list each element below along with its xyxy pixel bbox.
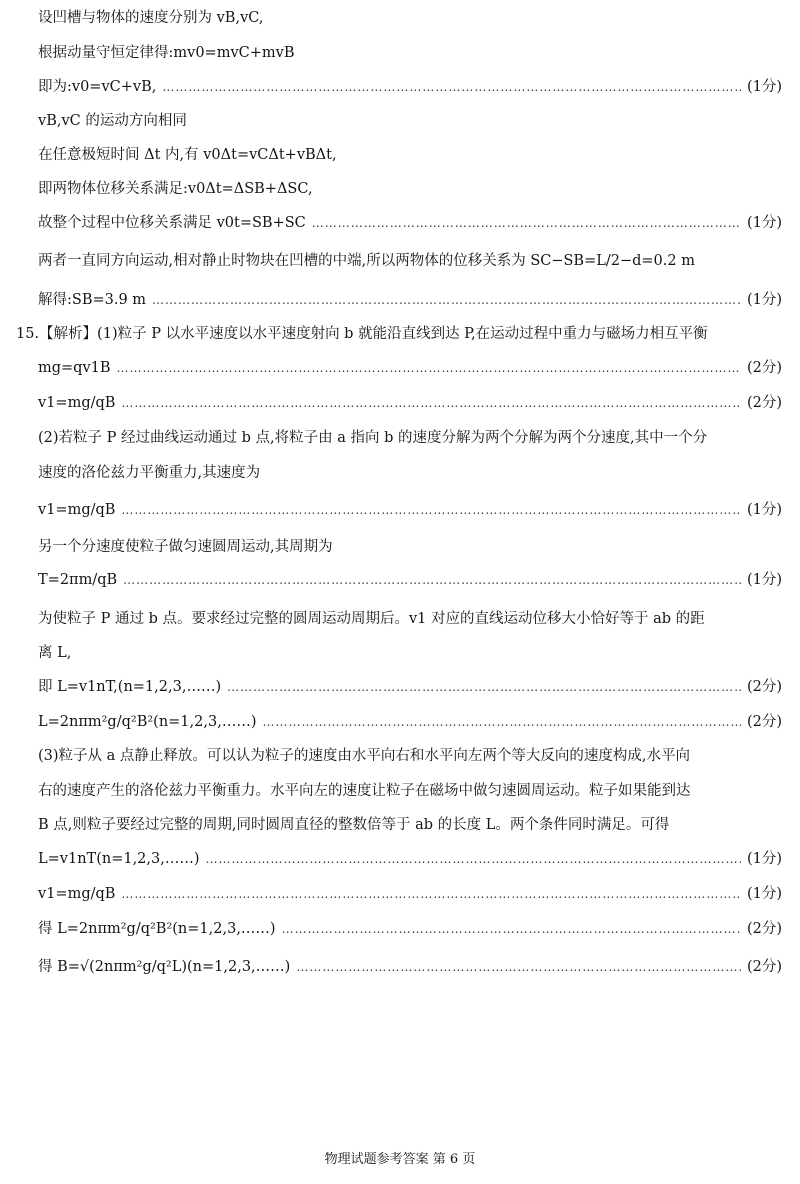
answer-line <box>38 500 782 520</box>
line-text: 另一个分速度使粒子做匀速圆周运动,其周期为 <box>38 539 333 555</box>
dot-leader <box>121 500 741 520</box>
page-footer: 物理试题参考答案 第 6 页 <box>324 1152 476 1167</box>
score-label: (2分) <box>746 921 782 937</box>
answer-line <box>38 290 782 310</box>
answer-line <box>38 463 782 483</box>
line-text: T=2πm/qB <box>38 572 118 588</box>
line-text: 得 L=2nπm²g/q²B²(n=1,2,3,……) <box>38 921 276 937</box>
line-text: 两者一直同方向运动,相对静止时物块在凹槽的中端,所以两物体的位移关系为 SC−SB=L/2−d=0.2 m <box>38 253 695 269</box>
line-text: 得 B=√(2nπm²g/q²L)(n=1,2,3,……) <box>38 959 291 975</box>
score-label: (2分) <box>746 714 782 730</box>
line-text: L=v1nT(n=1,2,3,……) <box>38 851 200 867</box>
answer-line <box>38 537 782 557</box>
answer-line <box>38 781 782 801</box>
answer-line <box>38 145 782 165</box>
score-label: (1分) <box>746 292 782 308</box>
score-label: (1分) <box>746 502 782 518</box>
answer-line <box>38 919 782 939</box>
line-text: 设凹槽与物体的速度分别为 vB,vC, <box>38 10 264 26</box>
answer-line <box>38 179 782 199</box>
dot-leader <box>117 358 741 378</box>
answer-line <box>38 677 782 697</box>
line-text: v1=mg/qB <box>38 395 116 411</box>
answer-line <box>38 570 782 590</box>
line-text: (3)粒子从 a 点静止释放。可以认为粒子的速度由水平向右和水平向左两个等大反向的速度构成,水平向 <box>38 748 691 764</box>
dot-leader <box>262 712 740 732</box>
dot-leader <box>123 570 741 590</box>
score-label: (1分) <box>746 79 782 95</box>
dot-leader <box>312 213 741 233</box>
dot-leader <box>152 290 741 310</box>
answer-line <box>16 324 782 344</box>
line-text: 为使粒子 P 通过 b 点。要求经过完整的圆周运动周期后。v1 对应的直线运动位移大小恰好等于 ab 的距 <box>38 611 705 627</box>
dot-leader <box>162 77 741 97</box>
answer-line <box>38 815 782 835</box>
answer-line <box>38 849 782 869</box>
answer-line <box>38 77 782 97</box>
dot-leader <box>206 849 741 869</box>
score-label: (1分) <box>746 851 782 867</box>
score-label: (1分) <box>746 572 782 588</box>
line-text: 根据动量守恒定律得:mv0=mvC+mvB <box>38 45 295 61</box>
answer-line <box>38 213 782 233</box>
answer-line <box>38 957 782 977</box>
answer-line <box>38 712 782 732</box>
dot-leader <box>121 884 741 904</box>
dot-leader <box>296 957 741 977</box>
line-text: v1=mg/qB <box>38 886 116 902</box>
line-text: v1=mg/qB <box>38 502 116 518</box>
line-text: 15.【解析】(1)粒子 P 以水平速度以水平速度射向 b 就能沿直线到达 P,在运动过程中重力与磁场力相互平衡 <box>16 326 708 342</box>
line-text: L=2nπm²g/q²B²(n=1,2,3,……) <box>38 714 257 730</box>
answer-line <box>38 884 782 904</box>
line-text: 离 L, <box>38 645 72 661</box>
answer-line <box>38 643 782 663</box>
line-text: 右的速度产生的洛伦兹力平衡重力。水平向左的速度让粒子在磁场中做匀速圆周运动。粒子如果能到达 <box>38 783 691 799</box>
dot-leader <box>282 919 741 939</box>
line-text: 解得:SB=3.9 m <box>38 292 147 308</box>
answer-line <box>38 428 782 448</box>
score-label: (2分) <box>746 360 782 376</box>
answer-line <box>38 609 782 629</box>
dot-leader <box>227 677 741 697</box>
score-label: (1分) <box>746 215 782 231</box>
line-text: 即 L=v1nT,(n=1,2,3,……) <box>38 679 222 695</box>
line-text: 故整个过程中位移关系满足 v0t=SB+SC <box>38 215 306 231</box>
line-text: mg=qv1B <box>38 360 111 376</box>
answer-line <box>38 111 782 131</box>
line-text: 即为:v0=vC+vB, <box>38 79 157 95</box>
line-text: vB,vC 的运动方向相同 <box>38 113 187 129</box>
answer-line <box>38 358 782 378</box>
line-text: B 点,则粒子要经过完整的周期,同时圆周直径的整数倍等于 ab 的长度 L。两个条件同时满足。可得 <box>38 817 670 833</box>
answer-line <box>38 746 782 766</box>
score-label: (2分) <box>746 395 782 411</box>
answer-line <box>38 251 782 271</box>
score-label: (2分) <box>746 959 782 975</box>
answer-line <box>38 43 782 63</box>
line-text: 在任意极短时间 Δt 内,有 v0Δt=vCΔt+vBΔt, <box>38 147 337 163</box>
answer-line <box>38 393 782 413</box>
dot-leader <box>121 393 741 413</box>
answer-line <box>38 8 782 28</box>
score-label: (1分) <box>746 886 782 902</box>
line-text: 即两物体位移关系满足:v0Δt=ΔSB+ΔSC, <box>38 181 313 197</box>
line-text: (2)若粒子 P 经过曲线运动通过 b 点,将粒子由 a 指向 b 的速度分解为两个分解为两个分速度,其中一个分 <box>38 430 708 446</box>
score-label: (2分) <box>746 679 782 695</box>
line-text: 速度的洛伦兹力平衡重力,其速度为 <box>38 465 261 481</box>
